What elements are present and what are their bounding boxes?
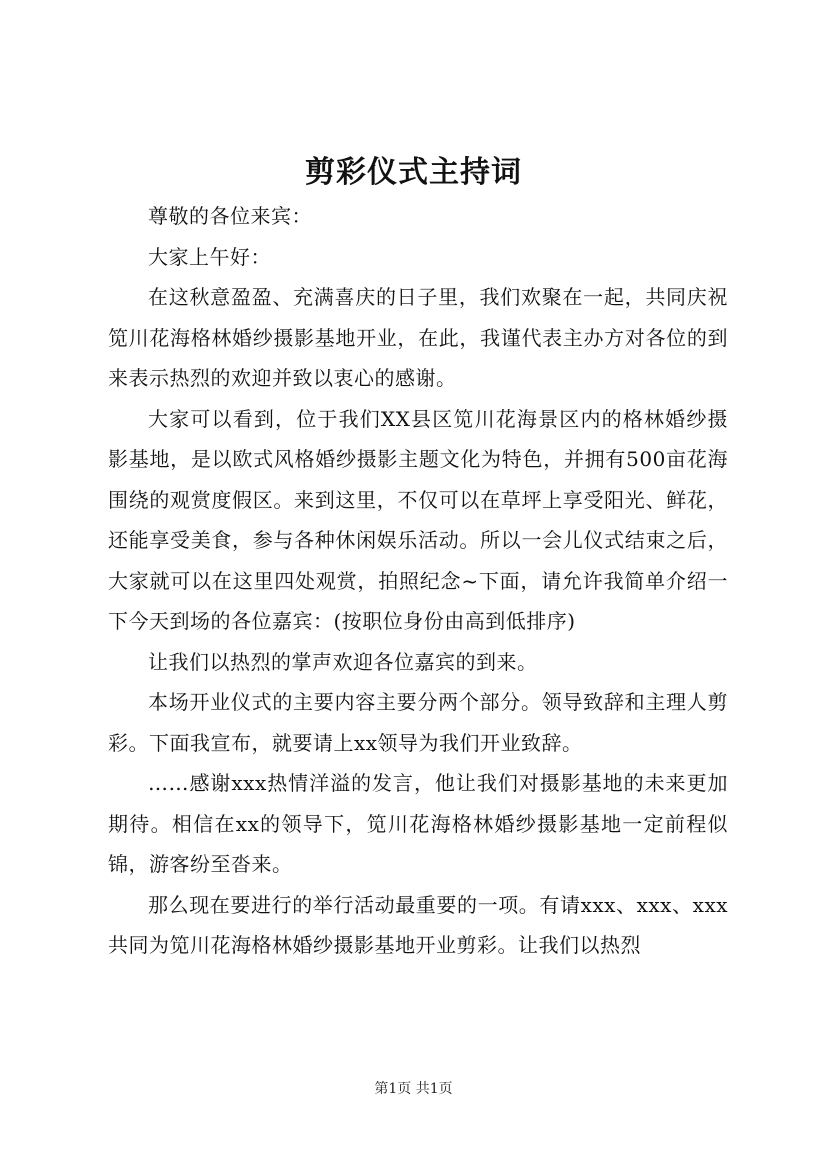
- document-title: 剪彩仪式主持词: [305, 155, 522, 190]
- welcome-paragraph: 让我们以热烈的掌声欢迎各位嘉宾的到来。: [148, 649, 538, 674]
- page-footer: 第1页 共1页: [374, 1081, 453, 1097]
- thanks-paragraph: ……感谢xxx热情洋溢的发言，他让我们对摄影基地的未来更加期待。相信在xx的领导下，笕川花海格林婚纱摄影基地一定前程似锦，游客纷至沓来。: [108, 771, 728, 876]
- document-body: [108, 196, 728, 966]
- greeting-paragraph: 大家上午好：: [148, 244, 271, 269]
- agenda-paragraph: 本场开业仪式的主要内容主要分两个部分。领导致辞和主理人剪彩。下面我宣布，就要请上xx领导为我们开业致辞。: [108, 690, 728, 755]
- introduction-paragraph: 大家可以看到，位于我们XX县区笕川花海景区内的格林婚纱摄影基地，是以欧式风格婚纱摄影主题文化为特色，并拥有500亩花海围绕的观赏度假区。来到这里，不仅可以在草坪上享受阳光、鲜花，还能享受美食，参与各种休闲娱乐活动。所以一会儿仪式结束之后，大家就可以在这里四处观赏，拍照纪念~下面，请允许我简单介绍一下今天到场的各位嘉宾：(按职位身份由高到低排序): [108, 406, 728, 633]
- opening-paragraph: 在这秋意盈盈、充满喜庆的日子里，我们欢聚在一起，共同庆祝笕川花海格林婚纱摄影基地开业，在此，我谨代表主办方对各位的到来表示热烈的欢迎并致以衷心的感谢。: [108, 285, 728, 390]
- ribbon-cutting-paragraph: 那么现在要进行的举行活动最重要的一项。有请xxx、xxx、xxx共同为笕川花海格林婚纱摄影基地开业剪彩。让我们以热烈: [108, 892, 728, 957]
- salutation-paragraph: 尊敬的各位来宾：: [148, 204, 312, 228]
